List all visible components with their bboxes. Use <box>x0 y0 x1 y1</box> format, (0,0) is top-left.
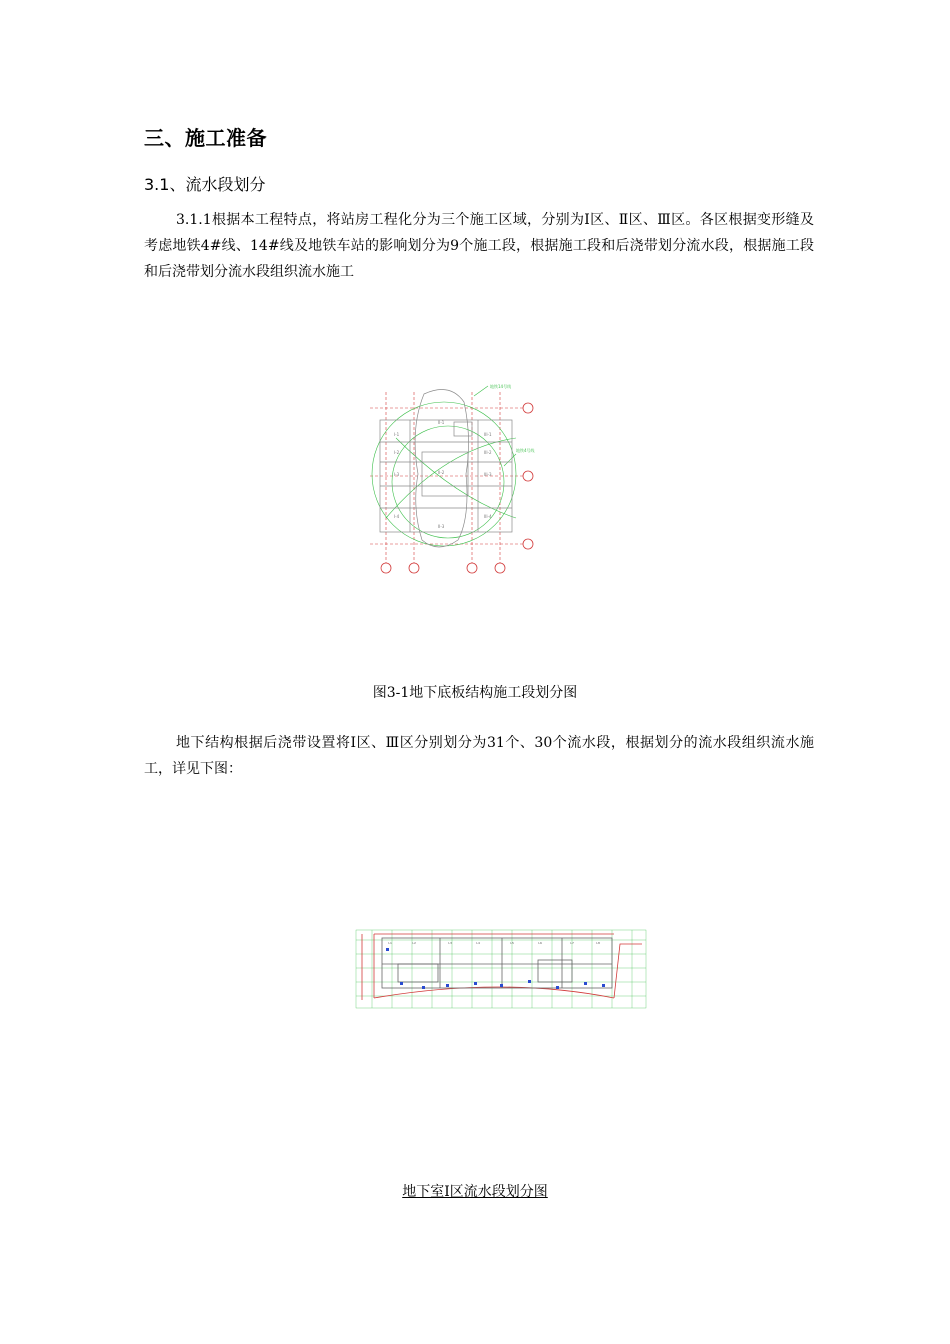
svg-text:I-3: I-3 <box>448 941 452 945</box>
figure-zone1-flow-segment-plan <box>352 924 650 1010</box>
svg-text:I-2: I-2 <box>394 450 400 455</box>
figure2-caption-text: 地下室Ⅰ区流水段划分图 <box>402 1184 548 1200</box>
svg-text:II-1: II-1 <box>438 420 445 425</box>
svg-text:I-1: I-1 <box>394 432 400 437</box>
paragraph-construction-zones: 3.1.1根据本工程特点，将站房工程化分为三个施工区域，分别为Ⅰ区、Ⅱ区、Ⅲ区。各区根据变形缝及考虑地铁4#线、14#线及地铁车站的影响划分为9个施工段，根据施工段和后浇带划分流水段，根据施工段和后浇带划分流水段组织流水施工 <box>144 212 814 280</box>
svg-text:I-5: I-5 <box>510 941 514 945</box>
svg-text:III-1: III-1 <box>484 432 492 437</box>
svg-text:地铁4号线: 地铁4号线 <box>516 448 535 453</box>
svg-text:地铁14号线: 地铁14号线 <box>490 384 512 389</box>
figure-slab-segment-plan <box>366 378 562 578</box>
svg-text:III-3: III-3 <box>484 472 492 477</box>
subsection-title: 3.1、流水段划分 <box>144 175 266 194</box>
svg-text:I-1: I-1 <box>388 941 392 945</box>
svg-text:III-2: III-2 <box>484 450 492 455</box>
svg-text:I-2: I-2 <box>412 941 416 945</box>
figure2-caption <box>0 1181 950 1201</box>
svg-text:I-8: I-8 <box>596 941 600 945</box>
svg-text:III-4: III-4 <box>484 514 492 519</box>
svg-text:I-6: I-6 <box>538 941 542 945</box>
svg-text:II-2: II-2 <box>438 470 445 475</box>
svg-text:I-7: I-7 <box>570 941 574 945</box>
section-title: 三、施工准备 <box>144 126 267 150</box>
svg-text:I-4: I-4 <box>476 941 480 945</box>
svg-text:II-3: II-3 <box>438 524 445 529</box>
figure1-caption: 图3-1地下底板结构施工段划分图 <box>372 685 578 701</box>
paragraph-flow-segments: 地下结构根据后浇带设置将Ⅰ区、Ⅲ区分别划分为31个、30个流水段，根据划分的流水段组织流水施工，详见下图： <box>144 735 814 777</box>
svg-text:I-4: I-4 <box>394 514 400 519</box>
svg-text:I-3: I-3 <box>394 472 400 477</box>
